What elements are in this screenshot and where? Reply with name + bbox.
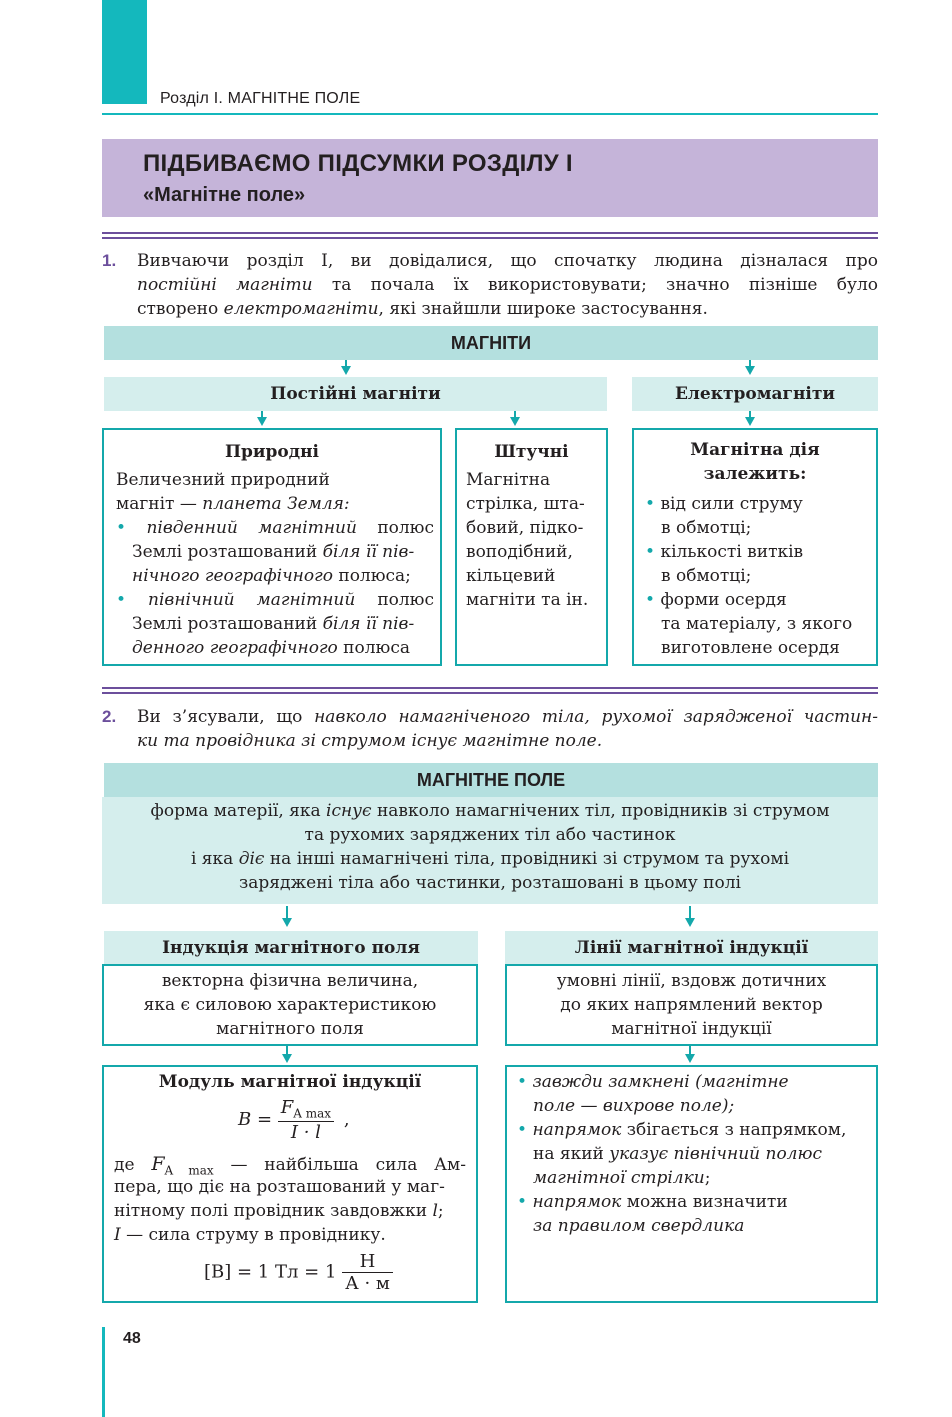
electro-title1: Магнітна дія <box>690 440 820 460</box>
artificial-line: Магнітна <box>466 470 551 490</box>
props-b2d: указує північний полюс <box>609 1144 822 1164</box>
page-number: 48 <box>123 1330 141 1347</box>
props-bullet1-cont <box>533 1096 734 1116</box>
arrow-down-icon <box>745 417 755 426</box>
arrow-down-icon <box>745 366 755 375</box>
artificial-line: бовий, підко- <box>466 518 584 538</box>
divider-1 <box>102 232 878 239</box>
props-bullet2-cont2 <box>533 1168 710 1188</box>
props-b2e: магнітної стрілки <box>533 1168 705 1188</box>
arrow-down-icon <box>341 366 351 375</box>
modulus-w4-b: — сила струму в провіднику. <box>120 1225 386 1245</box>
modulus-title: Модуль магнітної індукції <box>158 1072 422 1092</box>
electro-bullet2 <box>645 542 803 562</box>
natural-bullet1-line2 <box>132 542 414 562</box>
formula-numerator <box>278 1097 334 1122</box>
artificial-title: Штучні <box>494 442 569 462</box>
arrow-down-icon <box>282 1054 292 1063</box>
field-d1-a: форма матерії, яка <box>150 801 327 821</box>
natural-bullet1-line3 <box>132 566 411 586</box>
formula-comma: , <box>343 1108 350 1130</box>
arrow-down-icon <box>257 417 267 426</box>
natural-b1-a: південний магнітний <box>146 518 357 538</box>
natural-bullet2-line1 <box>116 590 434 610</box>
modulus-where-line3 <box>114 1201 444 1221</box>
electromagnets-box <box>632 428 878 666</box>
p2-line1-a: Ви з’ясували, що <box>137 707 315 727</box>
artificial-line: воподібний, <box>466 542 573 562</box>
arrow-down-icon <box>510 417 520 426</box>
natural-b1-f: полюса; <box>332 566 411 586</box>
unit-lhs: [B] = 1 Тл = 1 <box>204 1261 337 1283</box>
natural-magnets-box <box>102 428 442 666</box>
unit-numerator: Н <box>342 1251 393 1273</box>
arrow-stem <box>286 1046 288 1054</box>
formula-F: F <box>280 1097 294 1118</box>
natural-line2-b: планета Земля: <box>202 494 350 514</box>
props-bullet1 <box>517 1072 789 1092</box>
electro-bullet1-cont: в обмотці; <box>661 518 752 538</box>
field-d3-a: і яка <box>190 849 239 869</box>
props-bullet3 <box>517 1192 788 1212</box>
p1-term-permanent: постійні магніти <box>137 275 313 295</box>
props-b2a: напрямок <box>532 1120 622 1140</box>
formula-fraction <box>278 1097 334 1143</box>
natural-b1-b: полюс <box>356 518 435 538</box>
bullet-icon: • <box>645 542 656 562</box>
lines-definition-box <box>505 964 878 1046</box>
natural-line1: Величезний природний <box>116 470 330 490</box>
p2-line2 <box>137 729 602 753</box>
bullet-icon: • <box>517 1072 528 1092</box>
lines-def-line: магнітної індукції <box>611 1019 772 1039</box>
electro-title2: залежить: <box>703 464 807 484</box>
natural-b2-c: Землі розташований <box>132 614 323 634</box>
natural-bullet2-line2 <box>132 614 414 634</box>
modulus-w3-a: нітному полі провідник завдовжки <box>114 1201 433 1221</box>
modulus-w3-b: l <box>432 1201 438 1221</box>
bullet-icon: • <box>116 590 127 610</box>
modulus-box <box>102 1065 478 1303</box>
modulus-w3-c: ; <box>437 1201 444 1221</box>
artificial-line: стрілка, шта- <box>466 494 585 514</box>
field-d1-b: існує <box>326 801 372 821</box>
electro-bullet2-cont: в обмотці; <box>661 566 752 586</box>
arrow-down-icon <box>685 918 695 927</box>
field-d3-c: на інші намагнічені тіла, провідникі зі струмом та рухомі <box>264 849 790 869</box>
lines-title: Лінії магнітної індукції <box>505 931 878 965</box>
section-label: Розділ І. МАГНІТНЕ ПОЛЕ <box>160 90 361 107</box>
p2-line1 <box>137 705 878 729</box>
modulus-w1-c: A max <box>164 1163 214 1178</box>
field-header: МАГНІТНЕ ПОЛЕ <box>104 763 878 797</box>
props-b2f: ; <box>704 1168 711 1188</box>
natural-title: Природні <box>224 442 319 462</box>
permanent-magnets-label: Постійні магніти <box>104 377 607 411</box>
properties-box <box>505 1065 878 1303</box>
modulus-w4-a: I <box>114 1225 121 1245</box>
field-d3-b: діє <box>238 849 265 869</box>
field-def-line2: та рухомих заряджених тіл або частинок <box>304 825 676 845</box>
props-b3a: напрямок <box>532 1192 622 1212</box>
bullet-icon: • <box>517 1120 528 1140</box>
natural-b2-b: полюс <box>355 590 435 610</box>
induction-title: Індукція магнітного поля <box>104 931 478 965</box>
item-number-2: 2. <box>102 707 117 726</box>
title-line1: ПІДБИВАЄМО ПІДСУМКИ РОЗДІЛУ І <box>143 150 573 177</box>
p2-line2-text: ки та провідника зі струмом існує магнітне поле. <box>137 731 603 751</box>
props-b1: завжди замкнені (магнітне <box>532 1072 789 1092</box>
props-b3b: можна визначити <box>621 1192 788 1212</box>
modulus-w1-a: де <box>114 1155 152 1175</box>
p1-line2 <box>137 273 878 297</box>
unit-formula <box>204 1251 393 1294</box>
natural-line2-a: магніт — <box>116 494 203 514</box>
unit-fraction <box>342 1251 393 1294</box>
paragraph-1 <box>102 249 878 323</box>
bullet-icon: • <box>517 1192 528 1212</box>
props-b2c: на який <box>533 1144 610 1164</box>
p1-line3 <box>137 297 708 321</box>
artificial-line: кільцевий <box>466 566 556 586</box>
arrow-stem <box>689 1046 691 1054</box>
modulus-w1-d: — найбільша сила Ам- <box>213 1155 466 1175</box>
natural-b2-a: північний магнітний <box>148 590 356 610</box>
p2-line1-b: навколо намагніченого тіла, рухомої зарядженої частин- <box>314 707 878 727</box>
title-line2: «Магнітне поле» <box>143 184 306 206</box>
field-definition <box>102 797 878 904</box>
natural-line2 <box>116 494 350 514</box>
natural-bullet1-line1 <box>116 518 434 538</box>
electro-bullet3-cont: та матеріалу, з якого <box>661 614 853 634</box>
props-b3c: за правилом свердлика <box>533 1216 745 1236</box>
field-def-line3 <box>102 849 878 869</box>
natural-b1-e: нічного географічного <box>132 566 333 586</box>
electromagnets-label: Електромагніти <box>632 377 878 411</box>
paragraph-2 <box>102 705 878 755</box>
modulus-where-line4 <box>114 1225 386 1245</box>
field-def-line1 <box>102 801 878 821</box>
modulus-w1-b: F <box>151 1153 165 1175</box>
props-b2b: збігається з напрямком, <box>621 1120 847 1140</box>
natural-b2-d: біля її пів- <box>322 614 415 634</box>
artificial-line: магніти та ін. <box>466 590 589 610</box>
bullet-icon: • <box>645 590 656 610</box>
formula-denominator <box>278 1122 334 1143</box>
lines-def-line: до яких напрямлений вектор <box>560 995 823 1015</box>
p1-line1: Вивчаючи розділ І, ви довідалися, що спочатку людина дізналася про <box>137 251 878 271</box>
title-box <box>102 139 878 217</box>
induction-def-line: векторна фізична величина, <box>161 971 419 991</box>
footer-bar <box>102 1327 105 1417</box>
modulus-formula <box>238 1097 350 1143</box>
induction-def-line: яка є силовою характеристикою <box>143 995 437 1015</box>
natural-b2-f: полюса <box>337 638 411 658</box>
natural-b1-d: біля її пів- <box>322 542 415 562</box>
formula-F-sub: A max <box>293 1106 332 1121</box>
props-bullet2-cont <box>533 1144 822 1164</box>
induction-def-line: магнітного поля <box>216 1019 364 1039</box>
modulus-where-line1 <box>114 1153 466 1177</box>
item-number-1: 1. <box>102 251 117 270</box>
modulus-where-line2: пера, що діє на розташований у маг- <box>114 1177 445 1197</box>
magnets-header: МАГНІТИ <box>104 326 878 360</box>
teal-tab <box>102 0 147 104</box>
p1-line2-text: та почала їх використовувати; значно пізніше було <box>312 275 878 295</box>
induction-definition-box <box>102 964 478 1046</box>
field-d1-c: навколо намагнічених тіл, провідників зі струмом <box>371 801 830 821</box>
formula-den: I · l <box>290 1121 321 1143</box>
natural-b2-e: денного географічного <box>132 638 338 658</box>
bullet-icon: • <box>116 518 127 538</box>
field-def-line4: заряджені тіла або частинки, розташовані в цьому полі <box>239 873 741 893</box>
electro-b1: від сили струму <box>660 494 803 514</box>
formula-eq: = <box>256 1108 273 1130</box>
p1-line3-c: , які знайшли широке застосування. <box>378 299 708 319</box>
props-b1c: поле — вихрове поле); <box>533 1096 735 1116</box>
p1-term-electro: електромагніти <box>223 299 379 319</box>
electro-b3: форми осердя <box>660 590 787 610</box>
divider-2 <box>102 687 878 694</box>
formula-B: B <box>238 1108 252 1130</box>
header-rule <box>102 113 878 115</box>
electro-b2: кількості витків <box>660 542 804 562</box>
p1-line3-a: створено <box>137 299 224 319</box>
electro-bullet1 <box>645 494 803 514</box>
artificial-magnets-box <box>455 428 608 666</box>
electro-bullet3-cont2: виготовлене осердя <box>661 638 840 658</box>
unit-denominator: А · м <box>345 1273 390 1294</box>
bullet-icon: • <box>645 494 656 514</box>
lines-def-line: умовні лінії, вздовж дотичних <box>556 971 827 991</box>
props-bullet3-cont <box>533 1216 744 1236</box>
arrow-down-icon <box>282 918 292 927</box>
natural-bullet2-line3 <box>132 638 410 658</box>
natural-b1-c: Землі розташований <box>132 542 323 562</box>
arrow-down-icon <box>685 1054 695 1063</box>
electro-bullet3 <box>645 590 787 610</box>
props-bullet2 <box>517 1120 846 1140</box>
